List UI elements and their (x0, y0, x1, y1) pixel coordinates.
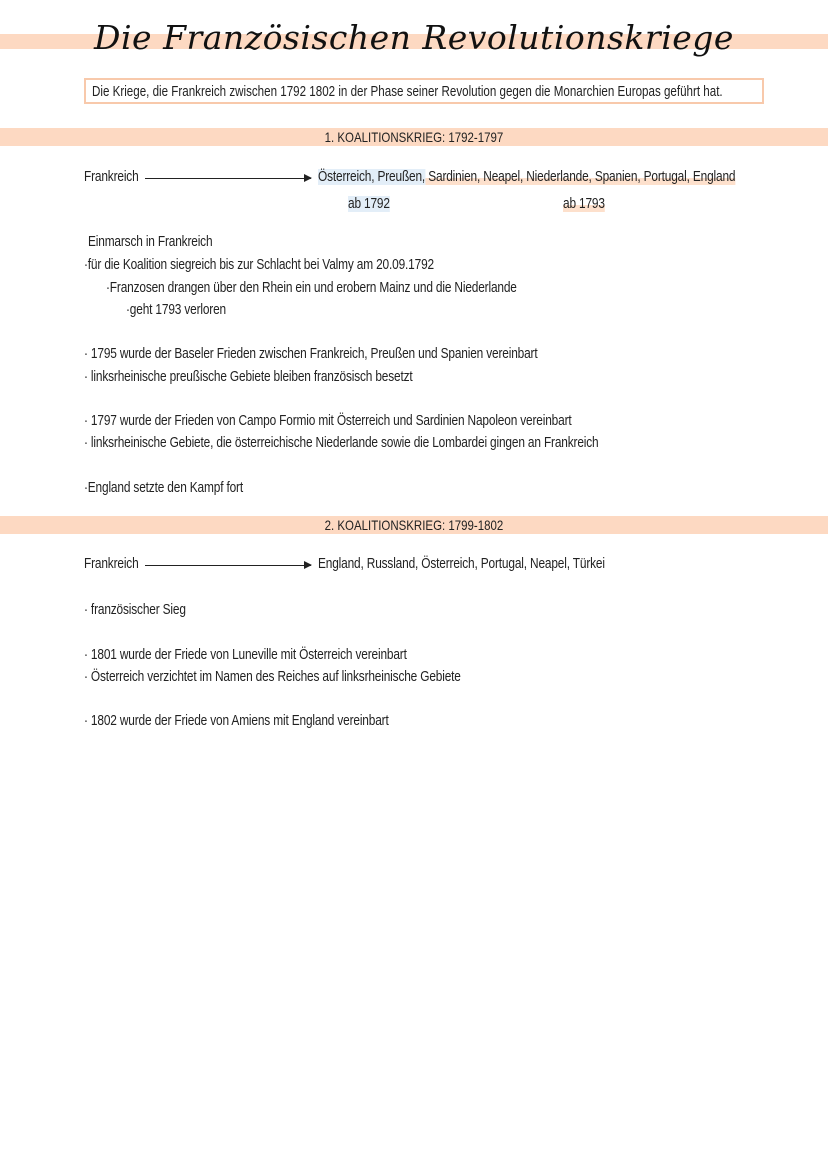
definition-text: Die Kriege, die Frankreich zwischen 1792 1802 in der Phase seiner Revolution gegen die Monarchien Europas geführt hat. (92, 84, 723, 100)
note-line: ·für die Koalition siegreich bis zur Schlacht bei Valmy am 20.09.1792 (84, 257, 434, 273)
arrow-icon (145, 178, 311, 179)
note-line: ·England setzte den Kampf fort (84, 480, 244, 496)
note-line: · 1797 wurde der Frieden von Campo Formio mit Österreich und Sardinien Napoleon vereinbart (84, 413, 572, 429)
section2-heading: 2. KOALITIONSKRIEG: 1799-1802 (324, 517, 504, 533)
note-line: · französischer Sieg (84, 602, 186, 618)
note-line: · 1802 wurde der Friede von Amiens mit England vereinbart (84, 713, 389, 729)
section2-from: Frankreich (84, 556, 139, 572)
section1-heading: 1. KOALITIONSKRIEG: 1792-1797 (324, 129, 504, 145)
section1-from: Frankreich (84, 169, 139, 185)
since-1792: ab 1792 (348, 196, 390, 212)
note-line: · 1801 wurde der Friede von Luneville mit Österreich vereinbart (84, 647, 407, 663)
definition-box (84, 78, 764, 104)
note-line: · 1795 wurde der Baseler Frieden zwischen Frankreich, Preußen und Spanien vereinbart (84, 346, 538, 362)
note-line: · linksrheinische Gebiete, die österreichische Niederlande sowie die Lombardei gingen an Frankreich (84, 435, 599, 451)
note-line: · linksrheinische preußische Gebiete bleiben französisch besetzt (84, 369, 413, 385)
note-line: Einmarsch in Frankreich (88, 234, 213, 250)
note-line: · Österreich verzichtet im Namen des Reiches auf linksrheinische Gebiete (84, 669, 461, 685)
section2-to: England, Russland, Österreich, Portugal, Neapel, Türkei (318, 556, 605, 572)
since-1793: ab 1793 (563, 196, 605, 212)
note-line: ·geht 1793 verloren (126, 302, 227, 318)
note-line: ·Franzosen drangen über den Rhein ein und erobern Mainz und die Niederlande (106, 280, 517, 296)
arrow-icon (145, 565, 311, 566)
section1-to: Österreich, Preußen, Sardinien, Neapel, Niederlande, Spanien, Portugal, England (318, 169, 736, 185)
page-title: Die Französischen Revolutionskriege (94, 18, 734, 57)
